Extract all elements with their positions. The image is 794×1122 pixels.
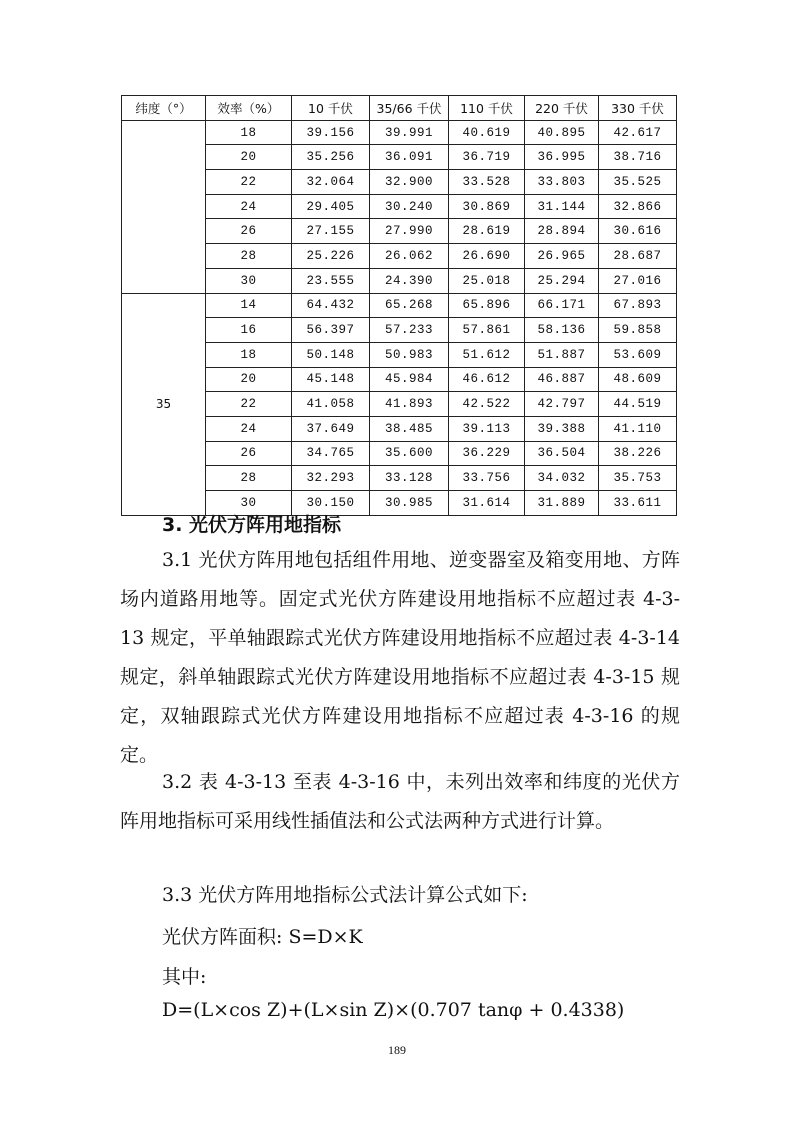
value-cell: 29.405	[292, 194, 370, 219]
efficiency-cell: 18	[206, 120, 292, 145]
header-efficiency: 效率（%）	[206, 96, 292, 121]
efficiency-cell: 28	[206, 244, 292, 269]
efficiency-cell: 22	[206, 170, 292, 195]
value-cell: 35.753	[599, 466, 677, 491]
value-cell: 28.619	[449, 219, 525, 244]
table-row	[122, 367, 677, 392]
value-cell: 35.600	[370, 441, 449, 466]
paragraph-3-2: 3.2 表 4-3-13 至表 4-3-16 中，未列出效率和纬度的光伏方阵用地指标可采用线性插值法和公式法两种方式进行计算。	[120, 771, 680, 832]
value-cell: 67.893	[599, 293, 677, 318]
value-cell: 33.803	[525, 170, 599, 195]
efficiency-cell: 26	[206, 441, 292, 466]
efficiency-cell: 30	[206, 491, 292, 516]
value-cell: 32.293	[292, 466, 370, 491]
value-cell: 42.522	[449, 392, 525, 417]
value-cell: 23.555	[292, 268, 370, 293]
value-cell: 30.985	[370, 491, 449, 516]
value-cell: 36.995	[525, 145, 599, 170]
header-10kv: 10 千伏	[292, 96, 370, 121]
header-220kv: 220 千伏	[525, 96, 599, 121]
land-index-table	[121, 95, 677, 516]
value-cell: 39.388	[525, 416, 599, 441]
value-cell: 39.113	[449, 416, 525, 441]
value-cell: 38.485	[370, 416, 449, 441]
value-cell: 38.226	[599, 441, 677, 466]
table-body	[122, 120, 677, 515]
table-row	[122, 219, 677, 244]
value-cell: 45.984	[370, 367, 449, 392]
efficiency-cell: 28	[206, 466, 292, 491]
value-cell: 26.690	[449, 244, 525, 269]
efficiency-cell: 26	[206, 219, 292, 244]
value-cell: 31.614	[449, 491, 525, 516]
value-cell: 25.294	[525, 268, 599, 293]
value-cell: 26.965	[525, 244, 599, 269]
efficiency-cell: 30	[206, 268, 292, 293]
efficiency-cell: 14	[206, 293, 292, 318]
value-cell: 39.156	[292, 120, 370, 145]
value-cell: 34.765	[292, 441, 370, 466]
header-latitude: 纬度（°）	[122, 96, 206, 121]
value-cell: 27.990	[370, 219, 449, 244]
table-row	[122, 466, 677, 491]
efficiency-cell: 22	[206, 392, 292, 417]
value-cell: 25.018	[449, 268, 525, 293]
value-cell: 40.895	[525, 120, 599, 145]
page-number: 189	[388, 1043, 406, 1057]
table-row	[122, 392, 677, 417]
value-cell: 37.649	[292, 416, 370, 441]
value-cell: 30.150	[292, 491, 370, 516]
value-cell: 58.136	[525, 318, 599, 343]
value-cell: 57.233	[370, 318, 449, 343]
table-row	[122, 120, 677, 145]
value-cell: 30.240	[370, 194, 449, 219]
value-cell: 42.617	[599, 120, 677, 145]
where-label: 其中:	[162, 966, 207, 988]
table-row	[122, 342, 677, 367]
value-cell: 48.609	[599, 367, 677, 392]
d-formula: D=(L×cos Z)+(L×sin Z)×(0.707 tanφ + 0.4338)	[162, 999, 625, 1021]
value-cell: 53.609	[599, 342, 677, 367]
value-cell: 24.390	[370, 268, 449, 293]
value-cell: 51.887	[525, 342, 599, 367]
value-cell: 36.719	[449, 145, 525, 170]
value-cell: 26.062	[370, 244, 449, 269]
value-cell: 41.110	[599, 416, 677, 441]
value-cell: 50.983	[370, 342, 449, 367]
header-110kv: 110 千伏	[449, 96, 525, 121]
value-cell: 32.866	[599, 194, 677, 219]
value-cell: 65.896	[449, 293, 525, 318]
table-header-row	[122, 96, 677, 121]
value-cell: 27.155	[292, 219, 370, 244]
value-cell: 35.525	[599, 170, 677, 195]
table-row	[122, 416, 677, 441]
value-cell: 36.504	[525, 441, 599, 466]
value-cell: 32.064	[292, 170, 370, 195]
value-cell: 27.016	[599, 268, 677, 293]
value-cell: 41.058	[292, 392, 370, 417]
value-cell: 59.858	[599, 318, 677, 343]
efficiency-cell: 16	[206, 318, 292, 343]
efficiency-cell: 18	[206, 342, 292, 367]
table-row	[122, 170, 677, 195]
area-formula: 光伏方阵面积: S=D×K	[162, 926, 363, 948]
table-row	[122, 268, 677, 293]
table-row	[122, 194, 677, 219]
value-cell: 33.756	[449, 466, 525, 491]
table-row	[122, 441, 677, 466]
value-cell: 33.128	[370, 466, 449, 491]
value-cell: 33.528	[449, 170, 525, 195]
value-cell: 25.226	[292, 244, 370, 269]
value-cell: 31.889	[525, 491, 599, 516]
paragraph-3-3: 3.3 光伏方阵用地指标公式法计算公式如下:	[162, 884, 528, 906]
value-cell: 56.397	[292, 318, 370, 343]
value-cell: 32.900	[370, 170, 449, 195]
table-row	[122, 244, 677, 269]
header-330kv: 330 千伏	[599, 96, 677, 121]
table-row	[122, 293, 677, 318]
value-cell: 39.991	[370, 120, 449, 145]
section-heading: 3. 光伏方阵用地指标	[162, 514, 342, 536]
value-cell: 41.893	[370, 392, 449, 417]
value-cell: 42.797	[525, 392, 599, 417]
value-cell: 45.148	[292, 367, 370, 392]
paragraph-3-1: 3.1 光伏方阵用地包括组件用地、逆变器室及箱变用地、方阵场内道路用地等。固定式光伏方阵建设用地指标不应超过表 4-3-13 规定，平单轴跟踪式光伏方阵建设用地指标不应超过表 4-3-14 规定，斜单轴跟踪式光伏方阵建设用地指标不应超过表 4-3-15 规定，双轴跟踪式光伏方阵建设用地指标不应超过表 4-3-16 的规定。	[120, 549, 680, 766]
value-cell: 36.091	[370, 145, 449, 170]
value-cell: 66.171	[525, 293, 599, 318]
efficiency-cell: 20	[206, 145, 292, 170]
value-cell: 46.887	[525, 367, 599, 392]
value-cell: 51.612	[449, 342, 525, 367]
header-35-66kv: 35/66 千伏	[370, 96, 449, 121]
efficiency-cell: 24	[206, 194, 292, 219]
table-row	[122, 145, 677, 170]
efficiency-cell: 24	[206, 416, 292, 441]
latitude-cell	[122, 120, 206, 293]
value-cell: 44.519	[599, 392, 677, 417]
value-cell: 34.032	[525, 466, 599, 491]
value-cell: 46.612	[449, 367, 525, 392]
value-cell: 50.148	[292, 342, 370, 367]
value-cell: 40.619	[449, 120, 525, 145]
value-cell: 65.268	[370, 293, 449, 318]
value-cell: 64.432	[292, 293, 370, 318]
value-cell: 28.894	[525, 219, 599, 244]
value-cell: 35.256	[292, 145, 370, 170]
table-row	[122, 318, 677, 343]
efficiency-cell: 20	[206, 367, 292, 392]
value-cell: 30.869	[449, 194, 525, 219]
value-cell: 38.716	[599, 145, 677, 170]
value-cell: 57.861	[449, 318, 525, 343]
value-cell: 31.144	[525, 194, 599, 219]
value-cell: 36.229	[449, 441, 525, 466]
value-cell: 30.616	[599, 219, 677, 244]
value-cell: 28.687	[599, 244, 677, 269]
latitude-cell: 35	[122, 293, 206, 515]
value-cell: 33.611	[599, 491, 677, 516]
